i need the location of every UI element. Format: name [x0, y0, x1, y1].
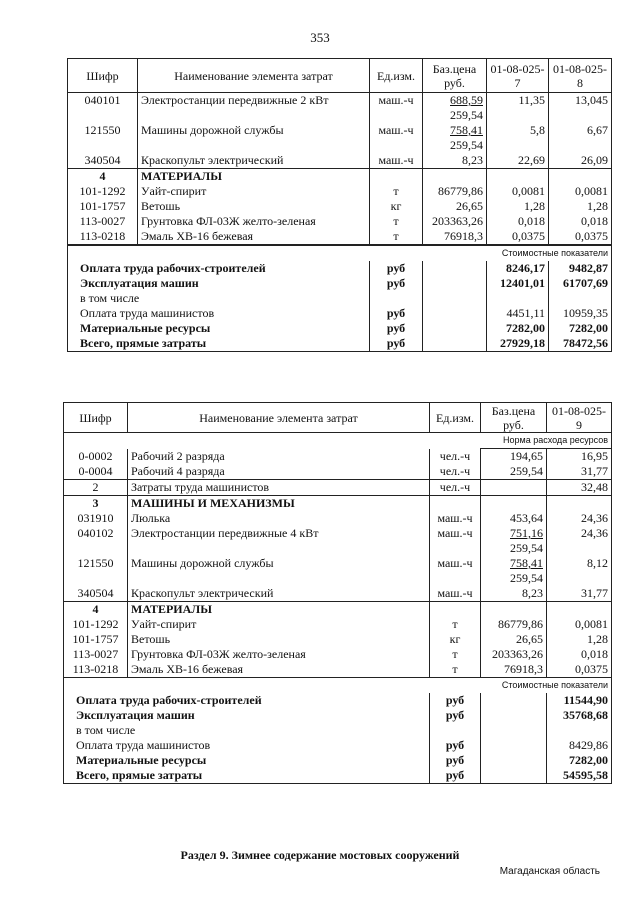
empty-cell	[481, 723, 547, 738]
table-row	[64, 464, 612, 480]
header-name: Наименование элемента затрат	[138, 59, 370, 93]
row-code: 101-1757	[64, 632, 128, 647]
row-price: 8,23	[423, 153, 487, 169]
empty-cell	[423, 276, 487, 291]
row-value-8: 26,09	[549, 153, 612, 169]
summary-unit: руб	[370, 336, 423, 352]
row-price: 26,65	[423, 199, 487, 214]
summary-row	[68, 261, 612, 276]
summary-value-9: 8429,86	[547, 738, 612, 753]
summary-unit: руб	[430, 708, 481, 723]
cost-table-1	[67, 58, 612, 352]
labor-name: Затраты труда машинистов	[128, 480, 430, 496]
table-row	[64, 617, 612, 632]
row-unit: маш.-ч	[370, 123, 423, 153]
row-code: 031910	[64, 511, 128, 526]
empty-cell	[549, 169, 612, 185]
labor-value: 32,48	[547, 480, 612, 496]
row-code: 0-0004	[64, 464, 128, 480]
row-code: 101-1757	[68, 199, 138, 214]
labor-code: 2	[64, 480, 128, 496]
row-name: Краскопульт электрический	[141, 153, 284, 167]
row-value-7: 5,8	[487, 123, 549, 153]
table-row	[64, 526, 612, 556]
row-name: Эмаль ХВ-16 бежевая	[131, 662, 244, 676]
summary-row	[64, 708, 612, 723]
summary-label: Оплата труда машинистов	[64, 738, 430, 753]
summary-row	[68, 336, 612, 352]
row-code: 113-0218	[64, 662, 128, 678]
materials-title: МАТЕРИАЛЫ	[128, 602, 430, 618]
row-value-7: 0,0081	[487, 184, 549, 199]
summary-unit: руб	[370, 261, 423, 276]
row-code: 040101	[68, 93, 138, 124]
materials-title: МАТЕРИАЛЫ	[138, 169, 370, 185]
summary-label: Материальные ресурсы	[64, 753, 430, 768]
empty-cell	[423, 336, 487, 352]
header-name: Наименование элемента затрат	[128, 403, 430, 433]
summary-row	[64, 723, 612, 738]
empty-cell	[423, 306, 487, 321]
summary-value-8: 78472,56	[549, 336, 612, 352]
materials-code: 4	[64, 602, 128, 618]
summary-label: Материальные ресурсы	[68, 321, 370, 336]
labor-unit: чел.-ч	[430, 480, 481, 496]
row-name: Грунтовка ФЛ-03Ж желто-зеленая	[131, 647, 306, 661]
summary-label: Оплата труда машинистов	[68, 306, 370, 321]
cost-indicators-header: Стоимостные показатели	[423, 245, 612, 261]
row-price: 203363,26	[423, 214, 487, 229]
row-price: 758,41 259,54	[423, 123, 487, 153]
empty-cell	[487, 169, 549, 185]
row-unit: маш.-ч	[430, 526, 481, 556]
summary-unit: руб	[430, 753, 481, 768]
table-row	[68, 93, 612, 124]
row-unit: т	[430, 647, 481, 662]
summary-row	[64, 768, 612, 784]
row-price: 8,23	[481, 586, 547, 602]
header-col-8: 01-08-025- 8	[549, 59, 612, 93]
empty-cell	[481, 693, 547, 708]
row-name: Электростанции передвижные 4 кВт	[131, 526, 319, 540]
row-unit: т	[370, 184, 423, 199]
summary-label: Всего, прямые затраты	[64, 768, 430, 784]
summary-label: в том числе	[64, 723, 430, 738]
row-value-9: 24,36	[547, 511, 612, 526]
summary-unit: руб	[430, 738, 481, 753]
header-unit: Ед.изм.	[370, 59, 423, 93]
summary-value-9	[547, 723, 612, 738]
summary-row	[68, 291, 612, 306]
row-unit: т	[370, 229, 423, 245]
row-unit: т	[370, 214, 423, 229]
machines-title: МАШИНЫ И МЕХАНИЗМЫ	[128, 496, 430, 512]
row-code: 121550	[64, 556, 128, 586]
cost-indicators-header: Стоимостные показатели	[481, 678, 612, 694]
empty-cell	[423, 169, 487, 185]
machines-code: 3	[64, 496, 128, 512]
header-code: Шифр	[68, 59, 138, 93]
row-value-9: 16,95	[547, 449, 612, 465]
table-row	[68, 184, 612, 199]
row-value-7: 22,69	[487, 153, 549, 169]
row-value-7: 11,35	[487, 93, 549, 124]
summary-unit	[430, 723, 481, 738]
summary-row	[68, 306, 612, 321]
row-code: 121550	[68, 123, 138, 153]
row-code: 101-1292	[64, 617, 128, 632]
row-price: 76918,3	[481, 662, 547, 678]
row-value-9: 31,77	[547, 464, 612, 480]
table-row	[64, 449, 612, 465]
summary-label: Оплата труда рабочих-строителей	[68, 261, 370, 276]
row-name: Рабочий 4 разряда	[131, 464, 225, 478]
row-unit: маш.-ч	[430, 586, 481, 602]
summary-unit	[370, 291, 423, 306]
summary-value-7	[487, 291, 549, 306]
empty-cell	[423, 321, 487, 336]
row-price: 194,65	[481, 449, 547, 465]
row-code: 040102	[64, 526, 128, 556]
summary-value-8: 9482,87	[549, 261, 612, 276]
row-value-9: 8,12	[547, 556, 612, 586]
row-unit: т	[430, 617, 481, 632]
empty-cell	[423, 261, 487, 276]
table-row	[68, 214, 612, 229]
summary-row	[68, 321, 612, 336]
row-code: 0-0002	[64, 449, 128, 465]
table-row	[64, 511, 612, 526]
row-price: 453,64	[481, 511, 547, 526]
table-row	[64, 662, 612, 678]
cost-table-2	[63, 402, 612, 784]
row-value-9: 31,77	[547, 586, 612, 602]
row-value-8: 0,0081	[549, 184, 612, 199]
row-value-8: 6,67	[549, 123, 612, 153]
row-code: 113-0027	[64, 647, 128, 662]
row-value-9: 0,0375	[547, 662, 612, 678]
row-price: 259,54	[481, 464, 547, 480]
row-name: Уайт-спирит	[131, 617, 197, 631]
header-col-7: 01-08-025- 7	[487, 59, 549, 93]
summary-value-9: 54595,58	[547, 768, 612, 784]
row-name: Ветошь	[131, 632, 171, 646]
row-value-9: 0,018	[547, 647, 612, 662]
summary-value-7: 7282,00	[487, 321, 549, 336]
empty-cell	[370, 169, 423, 185]
summary-unit: руб	[430, 693, 481, 708]
section-title: Раздел 9. Зимнее содержание мостовых сооружений	[180, 848, 460, 862]
row-value-7: 0,018	[487, 214, 549, 229]
row-value-7: 0,0375	[487, 229, 549, 245]
row-value-7: 1,28	[487, 199, 549, 214]
table-row	[64, 647, 612, 662]
row-name: Эмаль ХВ-16 бежевая	[138, 229, 370, 245]
table-row	[64, 586, 612, 602]
row-value-8: 1,28	[549, 199, 612, 214]
materials-code: 4	[68, 169, 138, 185]
row-name: Рабочий 2 разряда	[131, 448, 225, 463]
row-unit: кг	[370, 199, 423, 214]
row-name: Электростанции передвижные 2 кВт	[141, 93, 329, 107]
norm-header: Норма расхода ресурсов	[481, 433, 612, 449]
summary-value-7: 12401,01	[487, 276, 549, 291]
table-row	[68, 123, 612, 153]
header-price: Баз.цена руб.	[423, 59, 487, 93]
summary-label: в том числе	[68, 291, 370, 306]
row-unit: маш.-ч	[430, 556, 481, 586]
summary-value-9: 11544,90	[547, 693, 612, 708]
row-value-9: 24,36	[547, 526, 612, 556]
header-code: Шифр	[64, 403, 128, 433]
row-price: 86779,86	[481, 617, 547, 632]
row-value-8: 13,045	[549, 93, 612, 124]
row-price: 758,41 259,54	[481, 556, 547, 586]
summary-unit: руб	[370, 276, 423, 291]
row-price: 751,16 259,54	[481, 526, 547, 556]
summary-value-7: 27929,18	[487, 336, 549, 352]
table-row	[64, 556, 612, 586]
summary-value-9: 35768,68	[547, 708, 612, 723]
table-row	[64, 632, 612, 647]
summary-value-8: 7282,00	[549, 321, 612, 336]
row-code: 113-0218	[68, 229, 138, 245]
row-code: 340504	[64, 586, 128, 602]
summary-unit: руб	[370, 306, 423, 321]
row-value-9: 0,0081	[547, 617, 612, 632]
row-unit: маш.-ч	[430, 511, 481, 526]
summary-value-8: 61707,69	[549, 276, 612, 291]
table-row	[68, 229, 612, 245]
row-value-9: 1,28	[547, 632, 612, 647]
row-code: 101-1292	[68, 184, 138, 199]
summary-row	[64, 693, 612, 708]
header-unit: Ед.изм.	[430, 403, 481, 433]
table-row	[68, 199, 612, 214]
row-name: Уайт-спирит	[141, 184, 207, 198]
summary-value-8	[549, 291, 612, 306]
empty-cell	[481, 708, 547, 723]
header-col-9: 01-08-025- 9	[547, 403, 612, 433]
summary-label: Эксплуатация машин	[68, 276, 370, 291]
row-price: 26,65	[481, 632, 547, 647]
summary-row	[64, 753, 612, 768]
row-unit: маш.-ч	[370, 93, 423, 124]
row-name: Грунтовка ФЛ-03Ж желто-зеленая	[141, 214, 316, 228]
row-name: Машины дорожной службы	[131, 556, 274, 570]
row-name: Машины дорожной службы	[141, 123, 284, 137]
row-value-8: 0,0375	[549, 229, 612, 245]
row-name: Люлька	[131, 511, 171, 525]
summary-value-7: 8246,17	[487, 261, 549, 276]
row-name: Краскопульт электрический	[131, 586, 274, 600]
table-row	[68, 153, 612, 169]
row-price: 76918,3	[423, 229, 487, 245]
row-code: 113-0027	[68, 214, 138, 229]
summary-value-7: 4451,11	[487, 306, 549, 321]
summary-row	[64, 738, 612, 753]
summary-label: Эксплуатация машин	[64, 708, 430, 723]
row-price: 86779,86	[423, 184, 487, 199]
summary-value-9: 7282,00	[547, 753, 612, 768]
summary-label: Всего, прямые затраты	[68, 336, 370, 352]
summary-unit: руб	[370, 321, 423, 336]
empty-cell	[481, 753, 547, 768]
row-price: 203363,26	[481, 647, 547, 662]
summary-label: Оплата труда рабочих-строителей	[64, 693, 430, 708]
row-value-8: 0,018	[549, 214, 612, 229]
page-number: 353	[310, 30, 330, 45]
row-unit: чел.-ч	[430, 464, 481, 480]
empty-cell	[481, 768, 547, 784]
row-unit: т	[430, 662, 481, 678]
row-price: 688,59 259,54	[423, 93, 487, 124]
summary-row	[68, 276, 612, 291]
header-price: Баз.цена руб.	[481, 403, 547, 433]
empty-cell	[481, 738, 547, 753]
summary-unit: руб	[430, 768, 481, 784]
summary-value-8: 10959,35	[549, 306, 612, 321]
row-unit: маш.-ч	[370, 153, 423, 169]
row-unit: чел.-ч	[430, 449, 481, 465]
row-code: 340504	[68, 153, 138, 169]
empty-cell	[423, 291, 487, 306]
row-unit: кг	[430, 632, 481, 647]
row-name: Ветошь	[141, 199, 181, 213]
region-label: Магаданская область	[499, 866, 600, 877]
